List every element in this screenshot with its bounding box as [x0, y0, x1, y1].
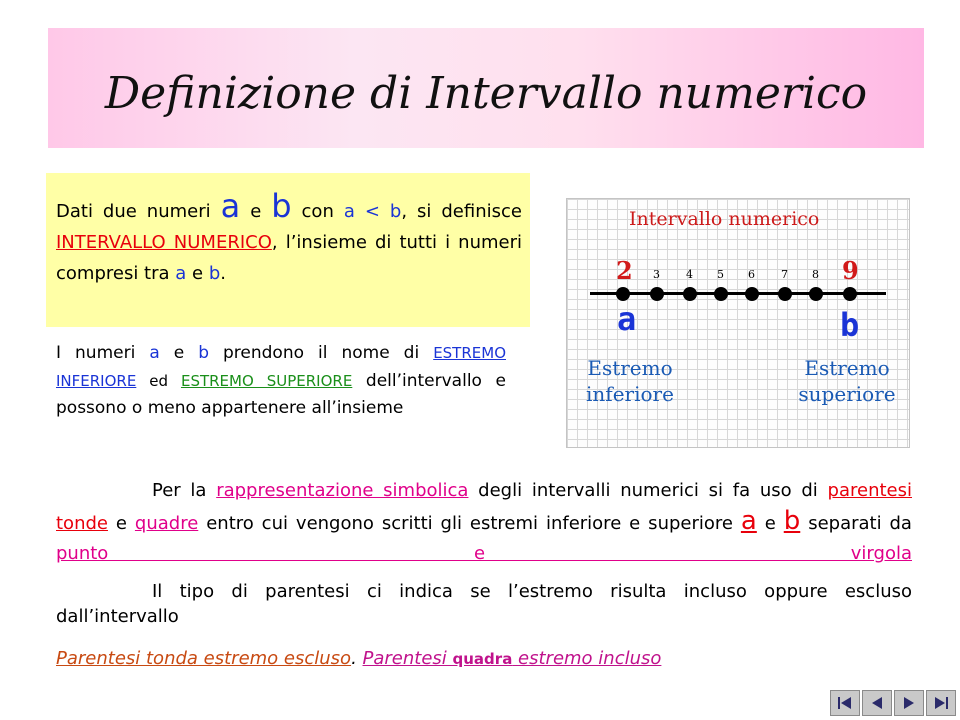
quadre-link[interactable]: quadre — [134, 513, 199, 534]
extremes-text — [56, 340, 506, 423]
sym-s3: entro cui vengono scritti gli estremi inferiore e superiore — [198, 513, 741, 534]
tipo-paragraph — [56, 579, 912, 629]
point-4 — [683, 287, 697, 301]
parentesi-quadra-link[interactable] — [363, 648, 662, 669]
estremo-superiore-link[interactable]: ESTREMO SUPERIORE — [180, 371, 353, 390]
estremo-inf-line-2: inferiore — [586, 382, 674, 406]
first-slide-button[interactable] — [830, 690, 860, 716]
upper-bound-label: 9 — [842, 256, 859, 285]
def-e: e — [240, 201, 272, 222]
def-b2: b — [208, 263, 221, 284]
tick-label: 3 — [653, 268, 660, 281]
def-con: con — [291, 201, 344, 222]
def-si: , si — [401, 201, 432, 222]
next-slide-button[interactable] — [894, 690, 924, 716]
sym-s2: degli intervalli numerici si fa uso di — [468, 480, 828, 501]
def-a2: a — [175, 263, 187, 284]
previous-slide-button[interactable] — [862, 690, 892, 716]
point-6 — [745, 287, 759, 301]
definition-box — [46, 173, 530, 327]
tipo-text: Il tipo di parentesi ci indica se l’estremo risulta incluso oppure escluso dall’intervallo — [56, 581, 912, 627]
skip-forward-icon — [931, 695, 951, 711]
tick-label: 5 — [717, 268, 724, 281]
ext-t1: I numeri — [56, 343, 150, 363]
ext-b: b — [198, 343, 209, 363]
estremo-inf-line-1: Estremo — [587, 356, 673, 380]
legend-line — [56, 646, 912, 672]
ext-a: a — [149, 343, 160, 363]
parentesi-tonda-link[interactable]: Parentesi tonda estremo escluso — [56, 648, 352, 669]
def-rest: l’insieme di tutti i numeri compresi tra — [56, 232, 522, 284]
def-a-lt-b: a < b — [343, 201, 402, 222]
def-term-link[interactable]: INTERVALLO NUMERICO — [56, 232, 272, 253]
sym-b: b — [783, 506, 801, 536]
point-5 — [714, 287, 728, 301]
estremo-superiore-caption — [788, 355, 906, 407]
def-dot: . — [220, 263, 226, 284]
ext-ed: ed — [136, 371, 181, 390]
sym-e2: e — [756, 513, 784, 534]
legend-quadra-b: quadra — [452, 650, 513, 668]
skip-back-icon — [835, 695, 855, 711]
estremo-sup-line-1: Estremo — [804, 356, 890, 380]
title-banner — [48, 28, 924, 148]
def-comma: , — [271, 232, 278, 253]
lower-bound-label: 2 — [616, 256, 633, 285]
number-line — [590, 292, 886, 295]
def-b: b — [271, 187, 292, 225]
symbolic-paragraph — [56, 476, 912, 569]
last-slide-button[interactable] — [926, 690, 956, 716]
def-definisce: definisce — [441, 201, 522, 222]
ext-t3: dell’intervallo e possono o meno appartenere all’insieme — [56, 370, 506, 418]
sym-s1: Per la — [152, 480, 217, 501]
page-title: Definizione di Intervallo numerico — [104, 68, 868, 119]
triangle-left-icon — [867, 695, 887, 711]
estremo-sup-line-2: superiore — [798, 382, 896, 406]
def-e2: e — [186, 263, 209, 284]
tick-label: 6 — [748, 268, 755, 281]
sym-s4: separati da — [800, 513, 912, 534]
point-9 — [843, 287, 857, 301]
point-8 — [809, 287, 823, 301]
rappresentazione-simbolica-link[interactable]: rappresentazione simbolica — [216, 480, 469, 501]
label-a: a — [617, 300, 637, 338]
parentesi-link[interactable]: parentesi — [827, 480, 912, 501]
point-3 — [650, 287, 664, 301]
definition-text — [56, 187, 522, 289]
ext-t2: prendono il nome di — [209, 343, 434, 363]
label-b: b — [840, 306, 860, 344]
tick-label: 7 — [781, 268, 788, 281]
diagram-label: Intervallo numerico — [629, 208, 820, 230]
def-text-1: Dati due numeri — [56, 201, 221, 222]
triangle-right-icon — [899, 695, 919, 711]
punto-e-virgola-link[interactable]: punto e virgola — [56, 543, 912, 564]
legend-sep: . — [351, 648, 363, 669]
tick-label: 8 — [812, 268, 819, 281]
legend-quadra-c: estremo incluso — [512, 648, 662, 669]
point-2 — [616, 287, 630, 301]
sym-e1: e — [107, 513, 135, 534]
sym-a: a — [740, 506, 757, 536]
point-7 — [778, 287, 792, 301]
def-a: a — [220, 187, 241, 225]
estremo-inferiore-caption — [574, 355, 686, 407]
ext-e: e — [159, 343, 199, 363]
estremo-inferiore-link[interactable]: ESTREMO INFERIORE — [56, 344, 506, 390]
tonde-link[interactable]: tonde — [56, 513, 108, 534]
legend-quadra-a: Parentesi — [362, 648, 453, 669]
tick-label: 4 — [686, 268, 693, 281]
